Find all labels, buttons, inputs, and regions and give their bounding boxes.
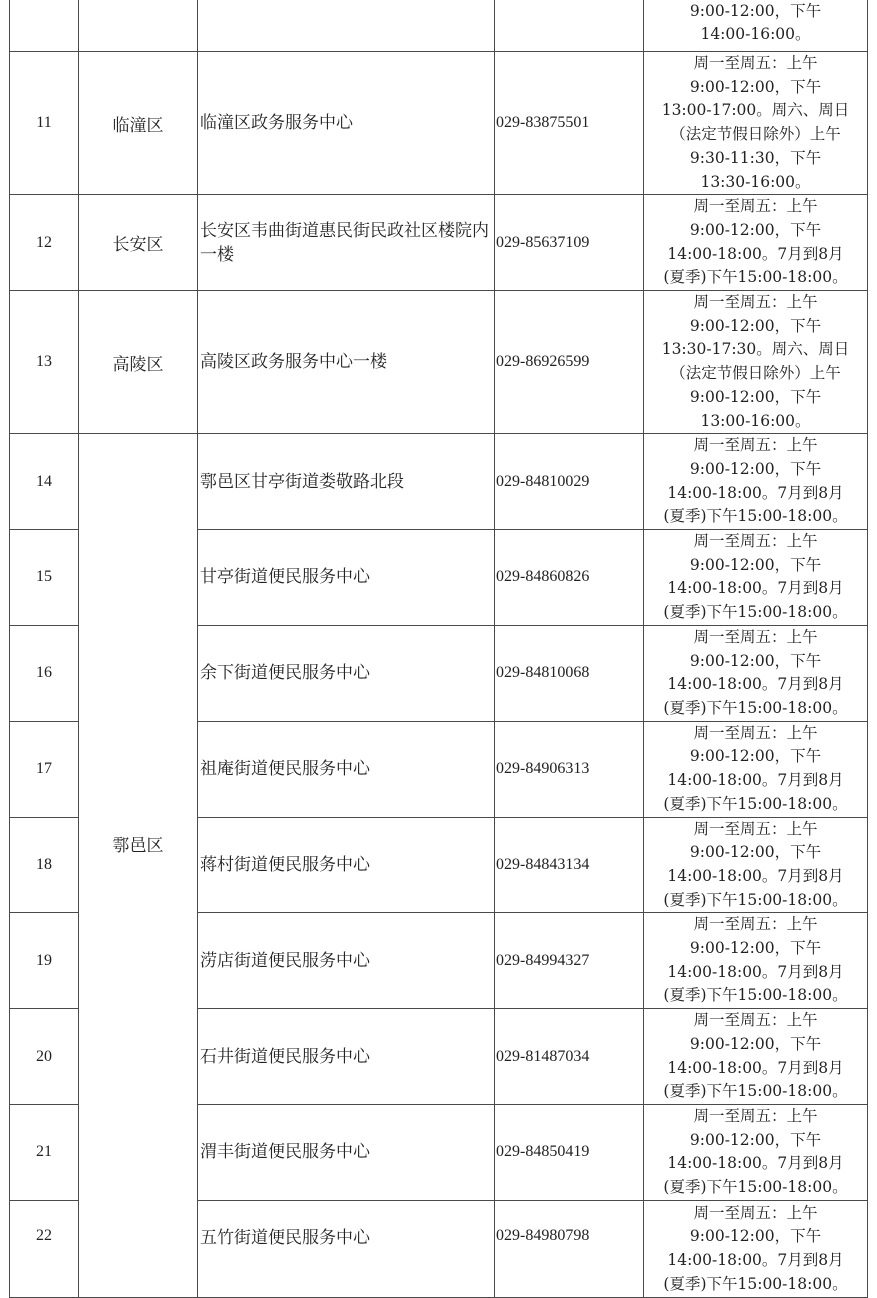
hours-cell: 周一至周五：上午 9:00-12:00，下午 14:00-18:00。7月到8月 (夏季)下午15:00-18:00。 <box>644 434 868 530</box>
table-row <box>10 195 868 291</box>
row-number: 18 <box>10 817 79 913</box>
address-cell: 余下街道便民服务中心 <box>198 625 495 721</box>
phone-cell: 029-84810029 <box>495 434 644 530</box>
hours-cell: 周一至周五：上午 9:00-12:00，下午 14:00-18:00。7月到8月 (夏季)下午15:00-18:00。 <box>644 721 868 817</box>
row-number: 15 <box>10 530 79 626</box>
hours-cell: 周一至周五：上午 9:00-12:00，下午 14:00-18:00。7月到8月 (夏季)下午15:00-18:00。 <box>644 1104 868 1200</box>
address-cell: 高陵区政务服务中心一楼 <box>198 291 495 434</box>
address-cell: 渭丰街道便民服务中心 <box>198 1104 495 1200</box>
hours-cell: 周一至周五：上午 9:00-12:00，下午 14:00-18:00。7月到8月 (夏季)下午15:00-18:00。 <box>644 530 868 626</box>
phone-cell: 029-84850419 <box>495 1104 644 1200</box>
row-number: 19 <box>10 913 79 1009</box>
table-row <box>10 52 868 195</box>
phone-cell: 029-84843134 <box>495 817 644 913</box>
phone-cell: 029-84810068 <box>495 625 644 721</box>
hours-cell: 周一至周五：上午 9:00-12:00，下午 14:00-18:00。7月到8月 (夏季)下午15:00-18:00。 <box>644 913 868 1009</box>
table-row <box>10 434 868 530</box>
hours-cell: 周一至周五：上午 9:00-12:00，下午 14:00-18:00。7月到8月 (夏季)下午15:00-18:00。 <box>644 1009 868 1105</box>
row-number <box>10 0 79 52</box>
phone-cell: 029-84860826 <box>495 530 644 626</box>
phone-cell: 029-84994327 <box>495 913 644 1009</box>
table-row <box>10 291 868 434</box>
district-cell <box>79 0 198 52</box>
address-cell <box>198 0 495 52</box>
address-cell: 甘亭街道便民服务中心 <box>198 530 495 626</box>
hours-cell: 周一至周五：上午 9:00-12:00，下午 14:00-18:00。7月到8月 (夏季)下午15:00-18:00。 <box>644 817 868 913</box>
hours-cell: 周一至周五：上午 9:00-12:00，下午 14:00-18:00。7月到8月 (夏季)下午15:00-18:00。 <box>644 625 868 721</box>
phone-cell: 029-83875501 <box>495 52 644 195</box>
phone-cell: 029-86926599 <box>495 291 644 434</box>
district-cell: 长安区 <box>79 195 198 291</box>
address-cell: 祖庵街道便民服务中心 <box>198 721 495 817</box>
hours-cell: 周一至周五：上午 9:00-12:00，下午 14:00-18:00。7月到8月 (夏季)下午15:00-18:00。 <box>644 1200 868 1297</box>
row-number: 20 <box>10 1009 79 1105</box>
table-row <box>10 0 868 52</box>
address-cell: 涝店街道便民服务中心 <box>198 913 495 1009</box>
address-cell: 鄠邑区甘亭街道娄敬路北段 <box>198 434 495 530</box>
district-cell: 临潼区 <box>79 52 198 195</box>
address-cell: 蒋村街道便民服务中心 <box>198 817 495 913</box>
hours-cell: 周一至周五：上午 9:00-12:00，下午 14:00-18:00。7月到8月 (夏季)下午15:00-18:00。 <box>644 195 868 291</box>
row-number: 22 <box>10 1200 79 1297</box>
address-cell: 长安区韦曲街道惠民街民政社区楼院内一楼 <box>198 195 495 291</box>
phone-cell: 029-84906313 <box>495 721 644 817</box>
hours-cell: 周一至周五：上午 9:00-12:00，下午 13:00-17:00。周六、周日 （法定节假日除外）上午 9:30-11:30，下午 13:30-16:00。 <box>644 52 868 195</box>
phone-cell <box>495 0 644 52</box>
phone-cell: 029-85637109 <box>495 195 644 291</box>
row-number: 17 <box>10 721 79 817</box>
row-number: 13 <box>10 291 79 434</box>
row-number: 16 <box>10 625 79 721</box>
district-cell: 高陵区 <box>79 291 198 434</box>
address-cell: 临潼区政务服务中心 <box>198 52 495 195</box>
service-center-table <box>9 0 868 1298</box>
hours-cell: 9:00-12:00，下午 14:00-16:00。 <box>644 0 868 52</box>
row-number: 12 <box>10 195 79 291</box>
row-number: 14 <box>10 434 79 530</box>
phone-cell: 029-81487034 <box>495 1009 644 1105</box>
address-cell: 石井街道便民服务中心 <box>198 1009 495 1105</box>
document-page <box>9 0 869 1293</box>
hours-cell: 周一至周五：上午 9:00-12:00，下午 13:30-17:30。周六、周日 （法定节假日除外）上午 9:00-12:00，下午 13:00-16:00。 <box>644 291 868 434</box>
address-cell: 五竹街道便民服务中心 <box>198 1200 495 1297</box>
district-cell: 鄠邑区 <box>79 434 198 1297</box>
phone-cell: 029-84980798 <box>495 1200 644 1297</box>
row-number: 11 <box>10 52 79 195</box>
row-number: 21 <box>10 1104 79 1200</box>
